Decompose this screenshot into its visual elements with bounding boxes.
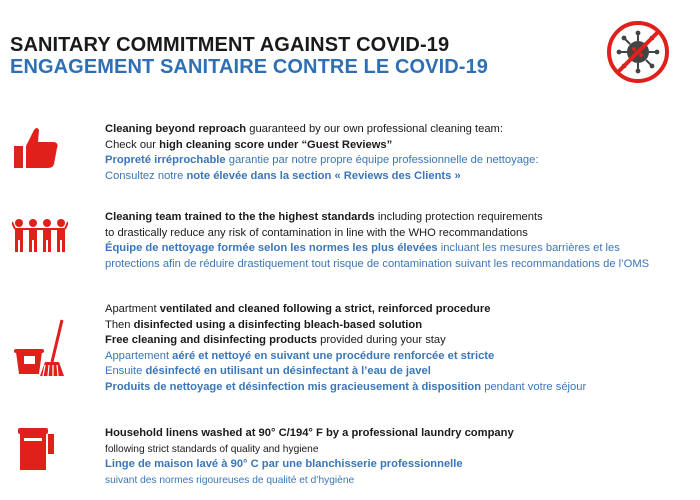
- bucket-mop-icon: [12, 318, 68, 383]
- section-text: [105, 426, 692, 488]
- text-line: following strict standards of quality and hygiene: [105, 443, 319, 455]
- text-line: Appartement aéré et nettoyé en suivant une procédure renforcée et stricte: [105, 349, 495, 362]
- text-line: Free cleaning and disinfecting products provided during your stay: [105, 334, 446, 346]
- linens-icon: [12, 426, 60, 477]
- page-title: SANITARY COMMITMENT AGAINST COVID-19: [10, 34, 450, 56]
- text-line: to drastically reduce any risk of contamination in line with the WHO recommandations: [105, 226, 528, 239]
- text-line: Consultez notre note élevée dans la section « Reviews des Clients »: [105, 169, 461, 182]
- text-line: Cleaning team trained to the the highest standards including protection requirements: [105, 211, 543, 223]
- text-line: Apartment ventilated and cleaned following a strict, reinforced procedure: [105, 303, 491, 315]
- section-text: [105, 302, 692, 395]
- text-line: protections afin de réduire drastiquement tout risque de contamination suivant les recommandations de l’OMS: [105, 257, 650, 270]
- text-line: Check our high cleaning score under “Guest Reviews”: [105, 138, 393, 151]
- team-icon: [12, 218, 68, 259]
- text-line: Propreté irréprochable garantie par notre propre équipe professionnelle de nettoyage:: [105, 154, 539, 166]
- text-line: Ensuite désinfecté en utilisant un désinfectant à l’eau de javel: [105, 365, 431, 377]
- text-line: Household linens washed at 90° C/194° F by a professional laundry company: [105, 427, 514, 439]
- section-text: [105, 122, 692, 184]
- text-line: Linge de maison lavé à 90° C par une blanchisserie professionnelle: [105, 458, 463, 470]
- header: [10, 34, 488, 78]
- section-text: [105, 210, 692, 272]
- text-line: suivant des normes rigoureuses de qualité et d’hygiène: [105, 474, 355, 486]
- text-line: Équipe de nettoyage formée selon les normes les plus élevées incluant les mesures barrières et les: [105, 242, 620, 254]
- no-virus-icon: [606, 20, 670, 84]
- page-title-french: ENGAGEMENT SANITAIRE CONTRE LE COVID-19: [10, 56, 489, 78]
- text-line: Then disinfected using a disinfecting bleach-based solution: [105, 318, 423, 331]
- text-line: Cleaning beyond reproach guaranteed by our own professional cleaning team:: [105, 123, 503, 135]
- text-line: Produits de nettoyage et désinfection mis gracieusement à disposition pendant votre séjour: [105, 380, 587, 393]
- thumbs-up-icon: [12, 126, 60, 175]
